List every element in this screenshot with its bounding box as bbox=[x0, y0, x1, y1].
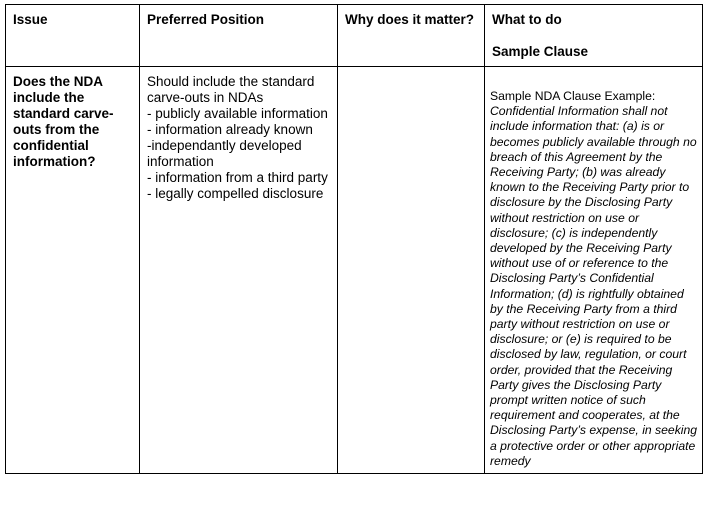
sample-clause-text: Confidential Information shall not include information that: (a) is or becomes publicly available through no breach of this Agreement by the Receiving Party; (b) was already known to the Receiving Party prior to disclosure by the Disclosing Party without restriction on use or disclosure; (c) is independently developed by the Receiving Party without use of or reference to the Disclosing Party’s Confidential Information; (d) is rightfully obtained by the Receiving Party from a third party without restriction on use or disclosure; or (e) is required to be disclosed by law, regulation, or court order, provided that the Receiving Party gives the Disclosing Party prompt written notice of such requirement and cooperates, at the Disclosing Party’s expense, in seeking a protective order or other appropriate remedy bbox=[490, 104, 698, 468]
preferred-position-cell bbox=[140, 67, 338, 474]
issue-cell bbox=[6, 67, 140, 474]
nda-issues-table bbox=[5, 4, 703, 474]
header-sample-clause: Sample Clause bbox=[492, 44, 589, 59]
preferred-position-line: carve-outs in NDAs bbox=[147, 90, 264, 105]
preferred-position-text bbox=[140, 67, 337, 202]
sample-clause-label: Sample NDA Clause Example: bbox=[490, 89, 656, 103]
header-issue: Issue bbox=[13, 12, 48, 27]
table-row bbox=[6, 67, 703, 474]
header-why-matter: Why does it matter? bbox=[345, 12, 475, 27]
why-matter-cell bbox=[338, 67, 485, 474]
sample-clause-cell bbox=[485, 67, 703, 474]
header-preferred-position-cell bbox=[140, 5, 338, 67]
issue-question: Does the NDA include the standard carve-outs from the confidential information? bbox=[13, 74, 114, 169]
preferred-position-line: -independantly developed bbox=[147, 138, 302, 153]
header-row bbox=[6, 5, 703, 67]
header-why-matter-cell bbox=[338, 5, 485, 67]
preferred-position-line: Should include the standard bbox=[147, 74, 315, 89]
header-preferred-position: Preferred Position bbox=[147, 12, 265, 27]
header-what-to-do-cell bbox=[485, 5, 703, 67]
preferred-position-line: - legally compelled disclosure bbox=[147, 186, 324, 201]
why-matter-text bbox=[338, 67, 484, 74]
sample-clause bbox=[485, 67, 702, 473]
preferred-position-line: - publicly available information bbox=[147, 106, 328, 121]
header-what-to-do: What to do bbox=[492, 12, 562, 27]
preferred-position-line: - information already known bbox=[147, 122, 313, 137]
preferred-position-line: information bbox=[147, 154, 214, 169]
preferred-position-line: - information from a third party bbox=[147, 170, 328, 185]
header-issue-cell bbox=[6, 5, 140, 67]
